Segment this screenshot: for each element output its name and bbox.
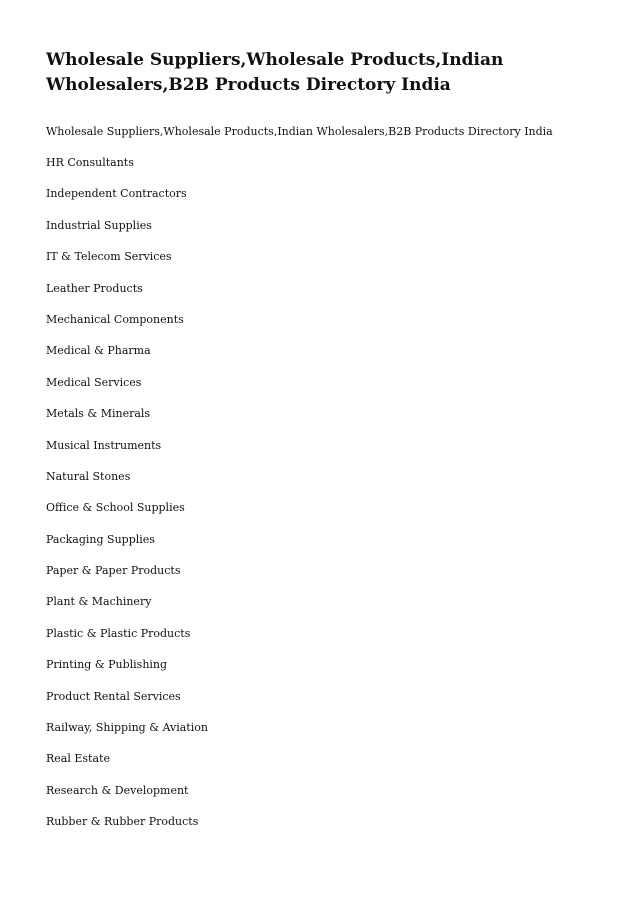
page-subtitle: Wholesale Suppliers,Wholesale Products,Indian Wholesalers,B2B Products Directory India xyxy=(46,125,553,138)
page-title: Wholesale Suppliers,Wholesale Products,Indian Wholesalers,B2B Products Directory India xyxy=(46,50,504,95)
list-item: Industrial Supplies xyxy=(46,218,152,232)
list-item: Railway, Shipping & Aviation xyxy=(46,721,208,735)
list-item: Leather Products xyxy=(46,281,143,295)
list-item: Printing & Publishing xyxy=(46,658,168,672)
list-item: HR Consultants xyxy=(46,156,134,169)
category-list xyxy=(46,156,208,847)
list-item: IT & Telecom Services xyxy=(46,250,172,264)
list-item: Real Estate xyxy=(46,752,110,766)
list-item: Mechanical Components xyxy=(46,312,184,326)
document-page xyxy=(46,48,616,829)
list-item: Packaging Supplies xyxy=(46,532,155,546)
list-item: Medical & Pharma xyxy=(46,344,151,358)
list-item: Rubber & Rubber Products xyxy=(46,815,199,829)
list-item: Medical Services xyxy=(46,375,142,389)
list-item: Plastic & Plastic Products xyxy=(46,626,191,640)
list-item: Plant & Machinery xyxy=(46,595,152,609)
list-item: Independent Contractors xyxy=(46,187,187,201)
list-item: Product Rental Services xyxy=(46,689,181,703)
list-item: Research & Development xyxy=(46,783,189,797)
list-item: Metals & Minerals xyxy=(46,407,151,421)
list-item: Musical Instruments xyxy=(46,438,162,452)
list-item: Office & School Supplies xyxy=(46,501,185,515)
list-item: Natural Stones xyxy=(46,469,131,483)
list-item: Paper & Paper Products xyxy=(46,564,181,578)
